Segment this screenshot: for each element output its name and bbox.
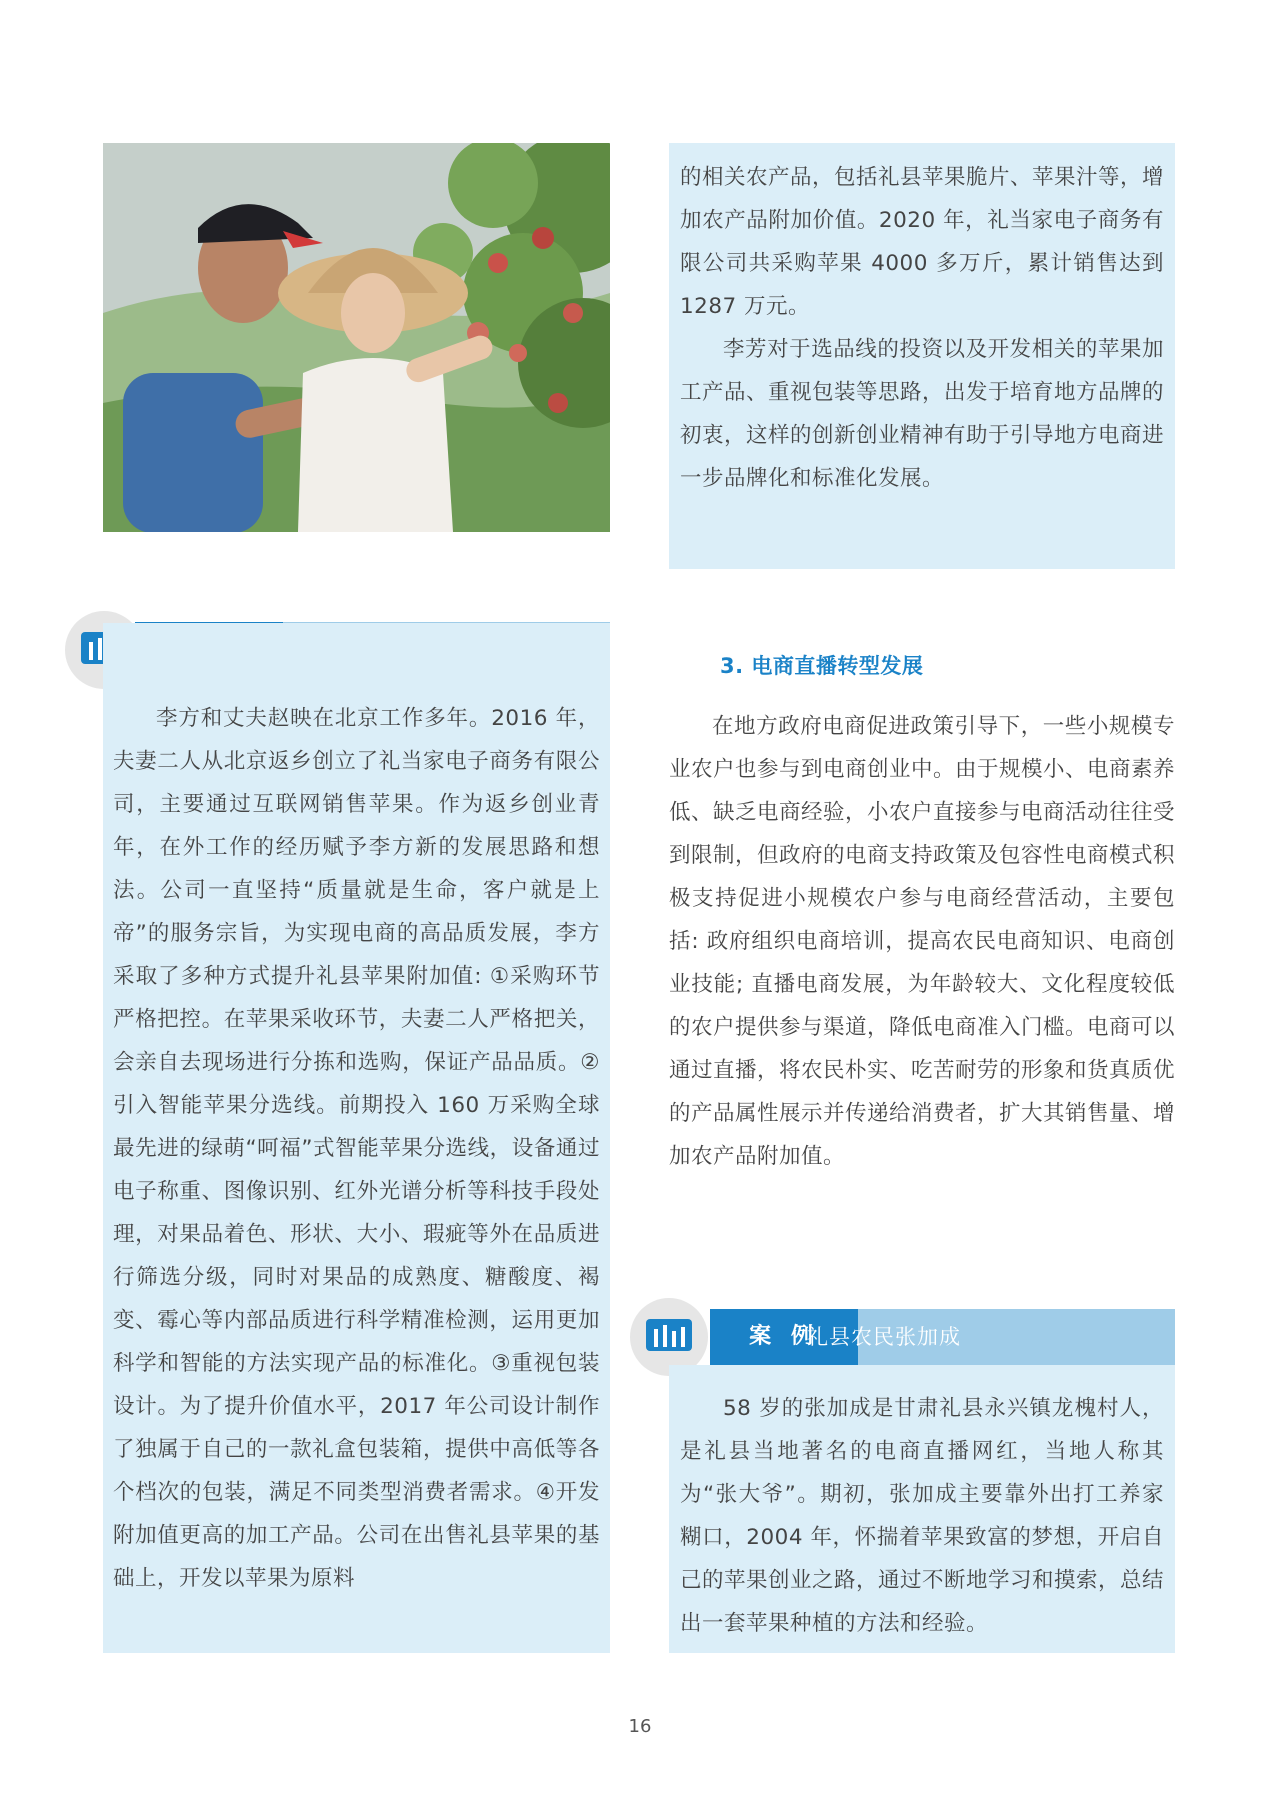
section-body [669,705,1175,1178]
case-header-right [635,1309,1175,1365]
case-right-paragraph: 58 岁的张加成是甘肃礼县永兴镇龙槐村人，是礼县当地著名的电商直播网红，当地人称其为“张大爷”。期初，张加成主要靠外出打工养家糊口，2004 年，怀揣着苹果致富的梦想，开启自己的苹果创业之路，通过不断地学习和摸索，总结出一套苹果种植的方法和经验。 [680,1396,1165,1636]
section-paragraph: 在地方政府电商促进政策引导下，一些小规模专业农户也参与到电商创业中。由于规模小、电商素养低、缺乏电商经验，小农户直接参与电商活动往往受到限制，但政府的电商支持政策及包容性电商模式积极支持促进小规模农户参与电商经营活动，主要包括: 政府组织电商培训，提高农民电商知识、电商创业技能; 直播电商发展，为年龄较大、文化程度较低的农户提供参与渠道，降低电商准入门槛。电商可以通过直播，将农民朴实、吃苦耐劳的形象和货真质优的产品属性展示并传递给消费者，扩大其销售量、增加农产品附加值。 [669,714,1176,1169]
case-title: 礼县农民张加成 [807,1325,961,1349]
case-label: 案 例 [710,1309,858,1365]
continuation-paragraph-1: 的相关农产品，包括礼县苹果脆片、苹果汁等，增加农产品附加价值。2020 年，礼当家电子商务有限公司共采购苹果 4000 多万斤，累计销售达到 1287 万元。 [680,165,1165,319]
orchard-photo [103,143,610,532]
continuation-box [669,143,1175,569]
continuation-paragraph-2: 李芳对于选品线的投资以及开发相关的苹果加工产品、重视包装等思路，出发于培育地方品牌的初衷，这样的创新创业精神有助于引导地方电商进一步品牌化和标准化发展。 [680,337,1165,491]
case-box-right [669,1365,1175,1653]
case-box-left [103,623,610,1653]
case-left-paragraph: 李方和丈夫赵映在北京工作多年。2016 年，夫妻二人从北京返乡创立了礼当家电子商务有限公司，主要通过互联网销售苹果。作为返乡创业青年，在外工作的经历赋予李方新的发展思路和想法。公司一直坚持“质量就是生命，客户就是上帝”的服务宗旨，为实现电商的高品质发展，李方采取了多种方式提升礼县苹果附加值: ①采购环节严格把控。在苹果采收环节，夫妻二人严格把关，会亲自去现场进行分拣和选购，保证产品品质。②引入智能苹果分选线。前期投入 160 万采购全球最先进的绿萌“呵福”式智能苹果分选线，设备通过电子称重、图像识别、红外光谱分析等科技手段处理，对果品着色、形状、大小、瑕疵等外在品质进行筛选分级，同时对果品的成熟度、糖酸度、褐变、霉心等内部品质进行科学精准检测，运用更加科学和智能的方法实现产品的标准化。③重视包装设计。为了提升价值水平，2017 年公司设计制作了独属于自己的一款礼盒包装箱，提供中高低等各个档次的包装，满足不同类型消费者需求。④开发附加值更高的加工产品。公司在出售礼县苹果的基础上，开发以苹果为原料 [113,706,600,1591]
section-heading: 3. 电商直播转型发展 [720,654,924,678]
page-number: 16 [628,1716,652,1737]
